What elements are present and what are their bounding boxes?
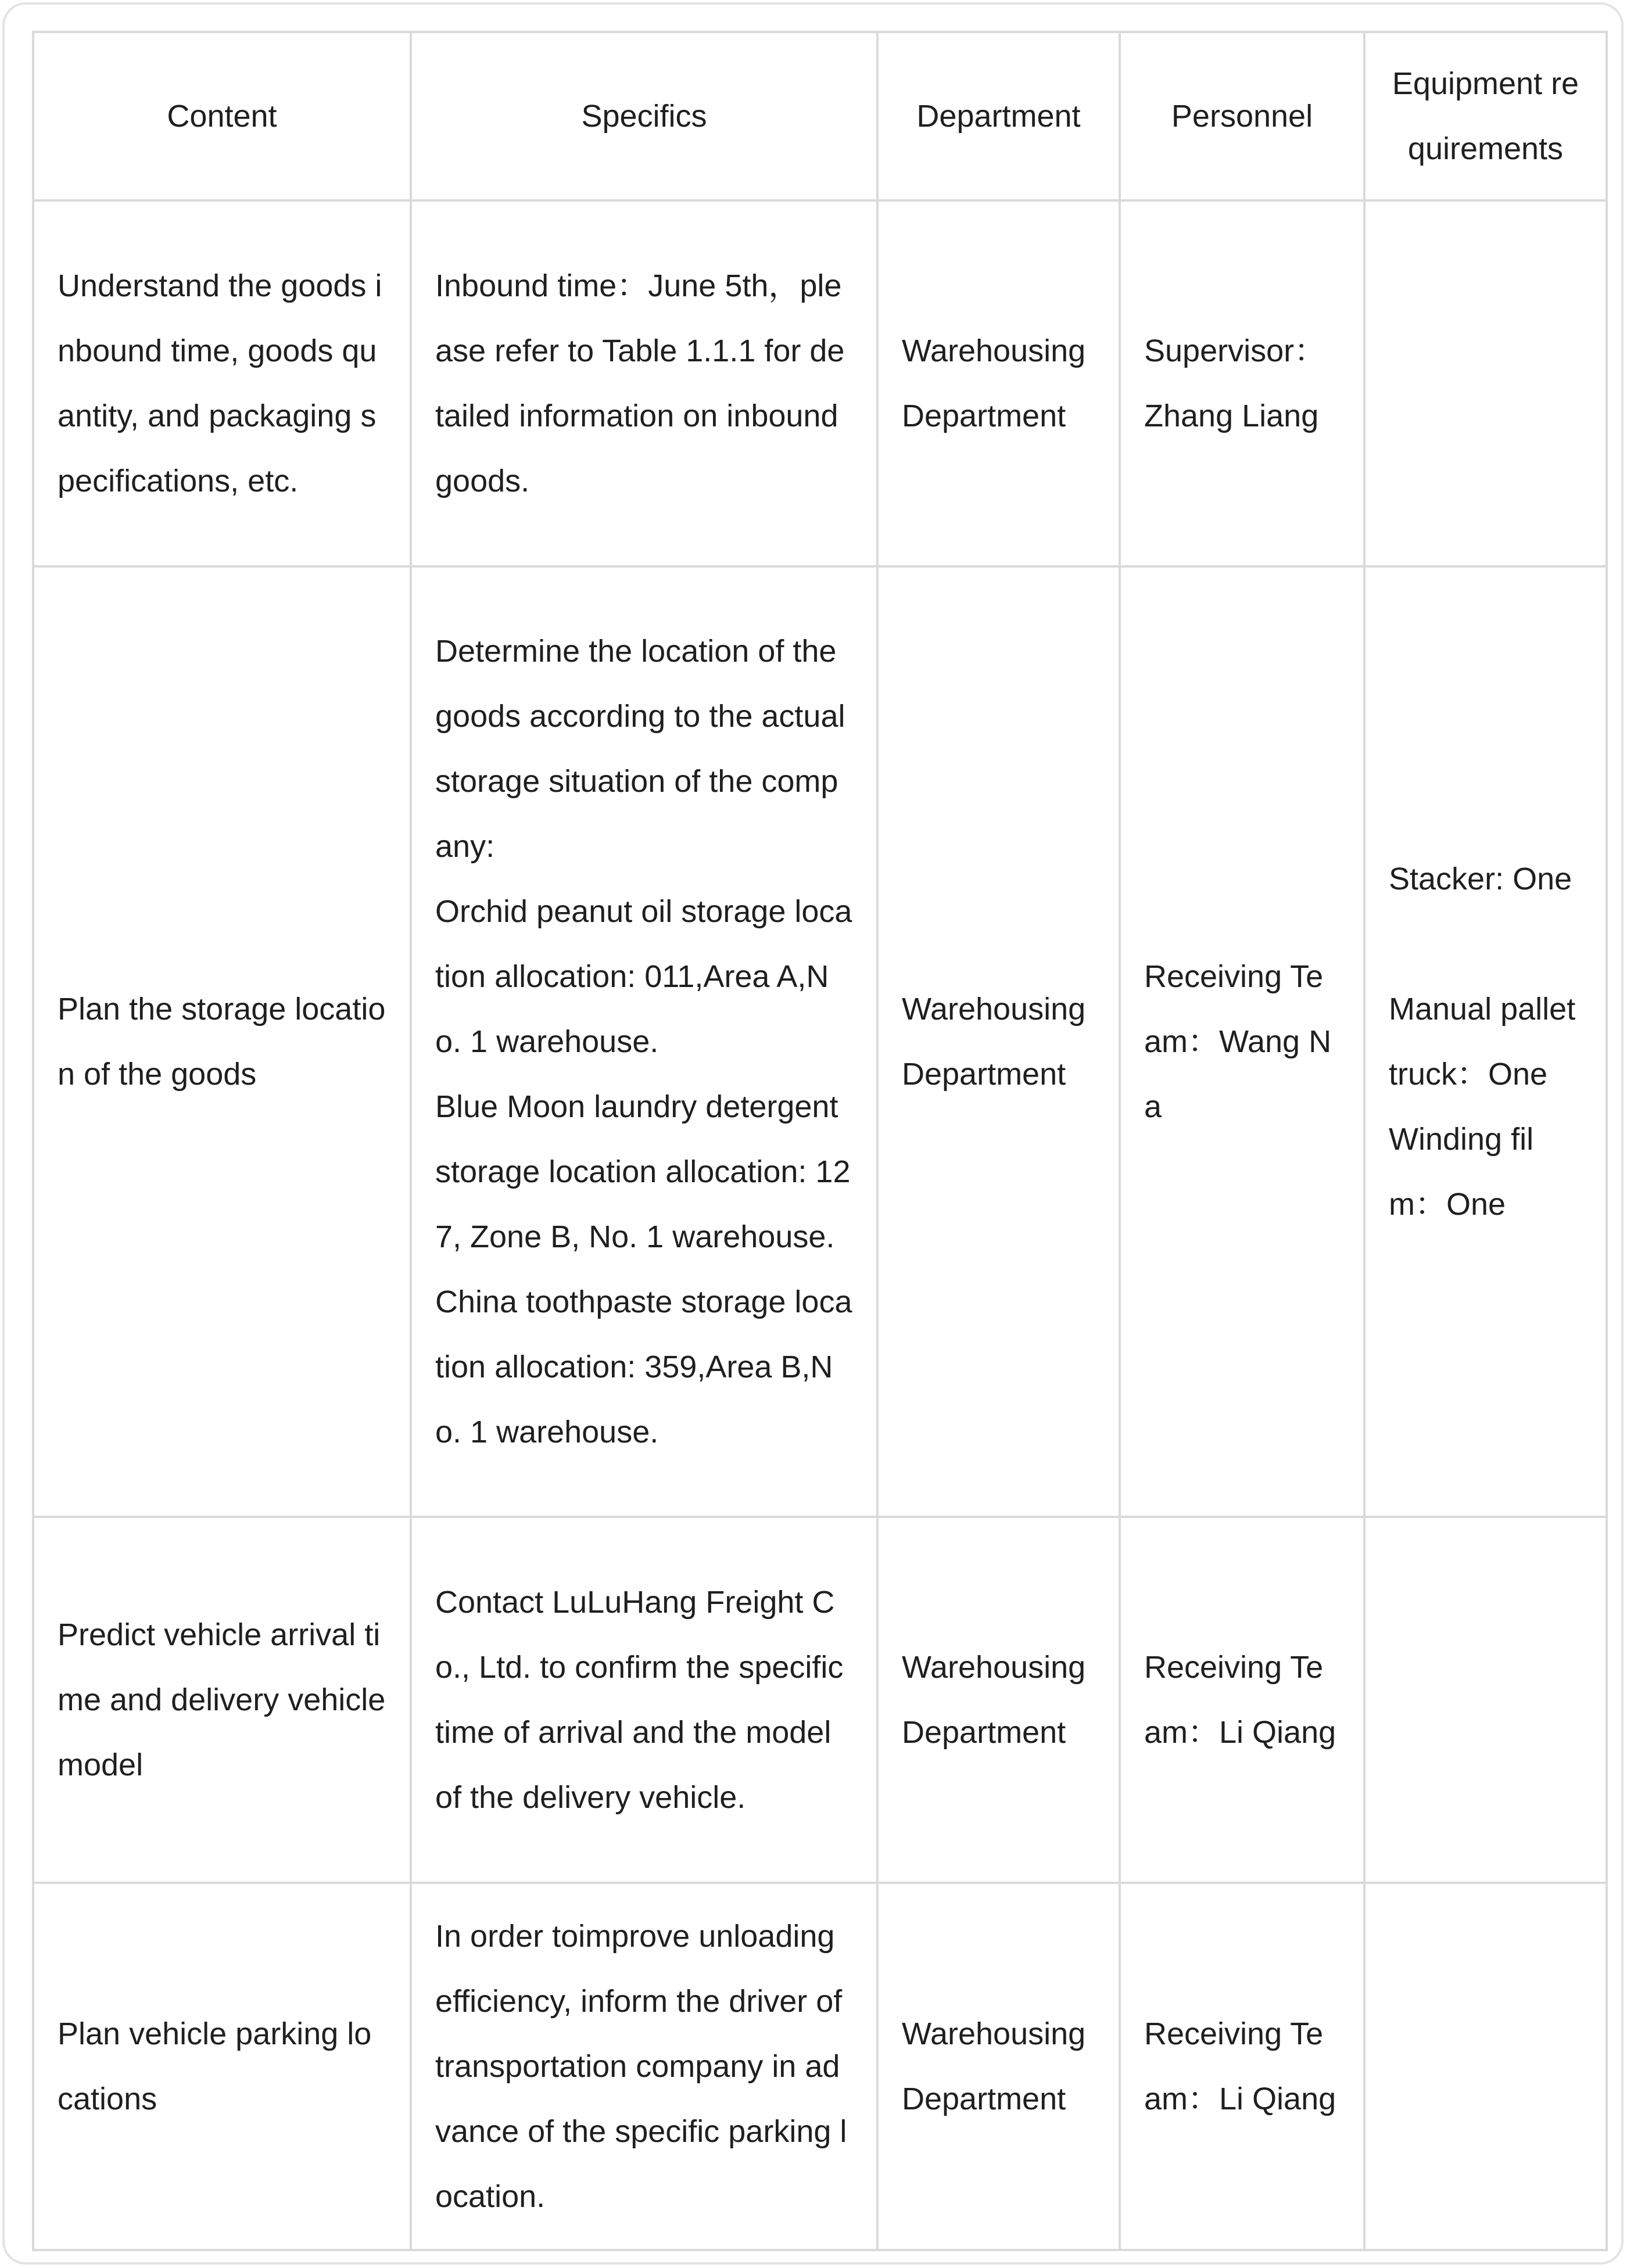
equipment-line: Stacker: One [1389, 862, 1572, 896]
cell-content: Understand the goods inbound time, goods quantity, and packaging specifications, etc. [33, 200, 411, 566]
cell-content: Plan the storage location of the goods [33, 566, 411, 1517]
cell-department: Warehousing Department [877, 566, 1120, 1517]
table-row [33, 1517, 1607, 1883]
table-card [2, 2, 1624, 2265]
header-equipment-requirements: Equipment requirements [1364, 32, 1607, 200]
cell-department: Warehousing Department [877, 200, 1120, 566]
cell-content: Plan vehicle parking locations [33, 1883, 411, 2250]
table-header-row [33, 32, 1607, 200]
cell-equipment [1364, 1517, 1607, 1883]
cell-personnel: Receiving Team：Wang Na [1120, 566, 1364, 1517]
cell-department: Warehousing Department [877, 1883, 1120, 2250]
cell-equipment [1364, 200, 1607, 566]
cell-equipment [1364, 566, 1607, 1517]
header-specifics: Specifics [411, 32, 877, 200]
specifics-line: Determine the location of the goods according to the actual storage situation of the company: [435, 634, 845, 864]
cell-personnel: Supervisor：Zhang Liang [1120, 200, 1364, 566]
header-content: Content [33, 32, 411, 200]
specifics-line: China toothpaste storage location allocation: 359,Area B,No. 1 warehouse. [435, 1284, 852, 1449]
table-row [33, 566, 1607, 1517]
specifics-line: Blue Moon laundry detergent storage location allocation: 127, Zone B, No. 1 warehouse. [435, 1089, 851, 1254]
cell-personnel: Receiving Team：Li Qiang [1120, 1517, 1364, 1883]
inbound-plan-table [32, 31, 1608, 2251]
cell-specifics: Inbound time：June 5th，please refer to Table 1.1.1 for detailed information on inbound goods. [411, 200, 877, 566]
equipment-line: Manual pallet truck：One [1389, 992, 1576, 1092]
cell-content: Predict vehicle arrival time and delivery vehicle model [33, 1517, 411, 1883]
equipment-gap [1389, 911, 1582, 977]
header-personnel: Personnel [1120, 32, 1364, 200]
cell-specifics: Contact LuLuHang Freight Co., Ltd. to confirm the specific time of arrival and the model of the delivery vehicle. [411, 1517, 877, 1883]
cell-personnel: Receiving Team：Li Qiang [1120, 1883, 1364, 2250]
equipment-line: Winding film：One [1389, 1122, 1534, 1222]
cell-specifics: In order toimprove unloading efficiency, inform the driver of transportation company in advance of the specific parking location. [411, 1883, 877, 2250]
table-row [33, 1883, 1607, 2250]
cell-department: Warehousing Department [877, 1517, 1120, 1883]
table-row [33, 200, 1607, 566]
specifics-line: Orchid peanut oil storage location allocation: 011,Area A,No. 1 warehouse. [435, 894, 852, 1059]
header-department: Department [877, 32, 1120, 200]
cell-equipment [1364, 1883, 1607, 2250]
cell-specifics [411, 566, 877, 1517]
